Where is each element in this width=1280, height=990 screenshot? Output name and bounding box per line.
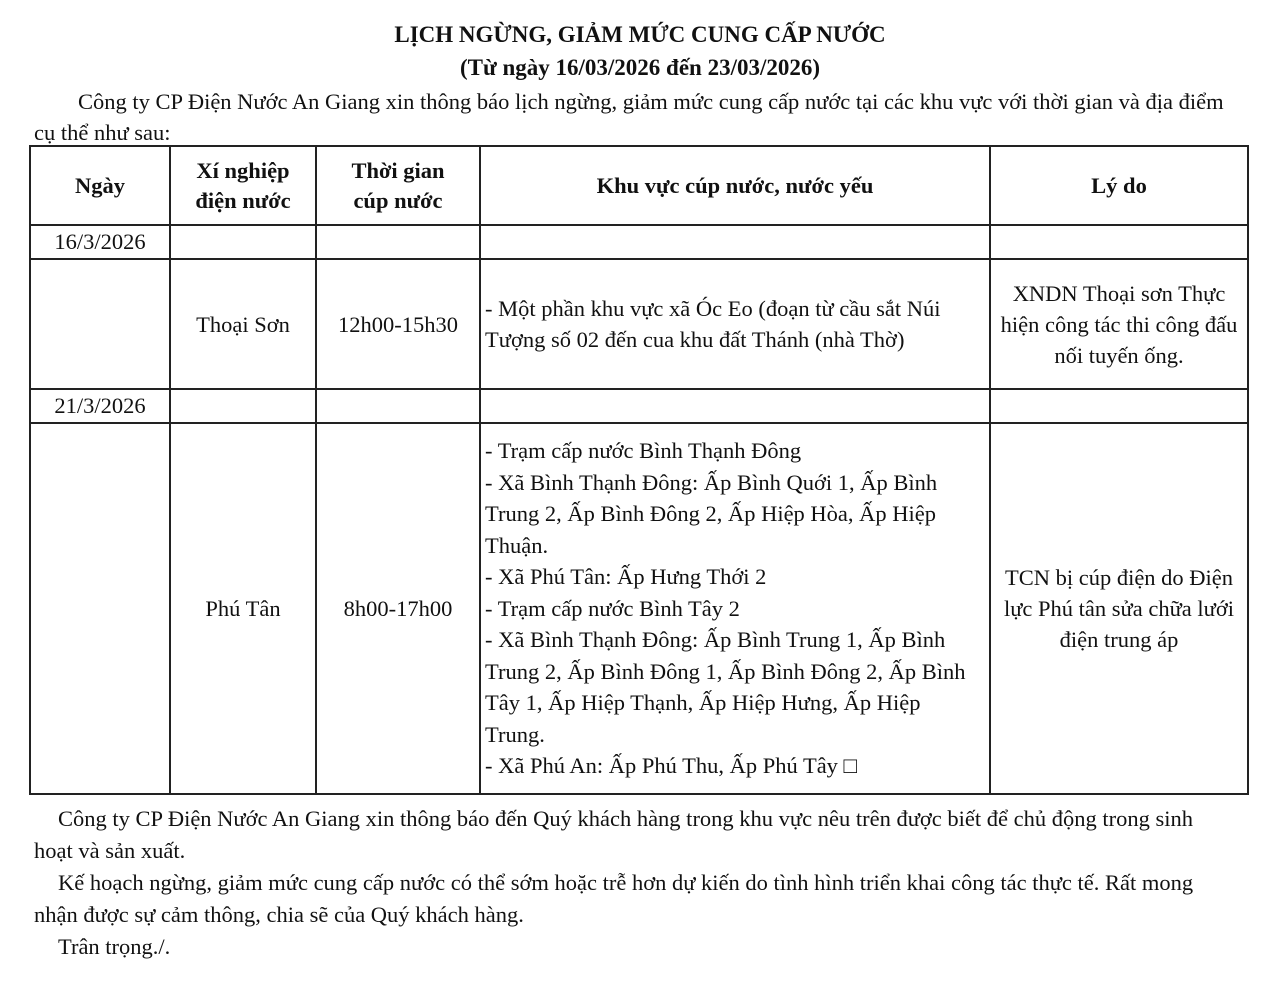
reason-cell: XNDN Thoại sơn Thực hiện công tác thi công đấu nối tuyến ống. xyxy=(990,259,1248,389)
empty-cell xyxy=(170,225,316,259)
enterprise-cell: Phú Tân xyxy=(170,423,316,794)
header-reason: Lý do xyxy=(990,146,1248,225)
header-time xyxy=(316,146,480,225)
header-time-line2: cúp nước xyxy=(353,187,443,213)
enterprise-cell: Thoại Sơn xyxy=(170,259,316,389)
closing-paragraph-1: Công ty CP Điện Nước An Giang xin thông báo đến Quý khách hàng trong khu vực nêu trên được biết để chủ động trong sinh hoạt và sản xuất. xyxy=(34,806,1193,863)
date-row xyxy=(30,389,1248,423)
header-enterprise-line2: điện nước xyxy=(195,187,291,213)
water-outage-schedule-table xyxy=(29,145,1249,795)
empty-cell xyxy=(990,225,1248,259)
area-line: - Xã Phú Tân: Ấp Hưng Thới 2 xyxy=(485,564,767,590)
document-subtitle: (Từ ngày 16/03/2026 đến 23/03/2026) xyxy=(459,55,821,80)
header-enterprise-line1: Xí nghiệp xyxy=(196,157,290,183)
time-cell: 12h00-15h30 xyxy=(316,259,480,389)
area-line: - Xã Bình Thạnh Đông: Ấp Bình Trung 1, Ấp Bình Trung 2, Ấp Bình Đông 1, Ấp Bình Đông 2, Ấp Bình Tây 1, Ấp Hiệp Thạnh, Ấp Hiệp Hưng, Ấp Hiệp Trung. xyxy=(485,627,966,747)
header-date: Ngày xyxy=(30,146,170,225)
empty-cell xyxy=(30,423,170,794)
area-line: - Trạm cấp nước Bình Thạnh Đông xyxy=(485,438,802,464)
area-cell xyxy=(480,259,990,389)
empty-cell xyxy=(316,225,480,259)
empty-cell xyxy=(30,259,170,389)
document-title: LỊCH NGỪNG, GIẢM MỨC CUNG CẤP NƯỚC xyxy=(394,22,886,47)
closing-paragraph-2: Kế hoạch ngừng, giảm mức cung cấp nước có thể sớm hoặc trễ hơn dự kiến do tình hình triển khai công tác thực tế. Rất mong nhận được sự cảm thông, chia sẽ của Quý khách hàng. xyxy=(34,870,1194,927)
empty-cell xyxy=(316,389,480,423)
area-line: - Xã Bình Thạnh Đông: Ấp Bình Quới 1, Ấp Bình Trung 2, Ấp Bình Đông 2, Ấp Hiệp Hòa, Ấp Hiệp Thuận. xyxy=(485,469,938,558)
date-row xyxy=(30,225,1248,259)
empty-cell xyxy=(480,389,990,423)
empty-cell xyxy=(990,389,1248,423)
area-cell xyxy=(480,423,990,794)
empty-cell xyxy=(480,225,990,259)
header-time-line1: Thời gian xyxy=(351,157,445,183)
area-line: - Một phần khu vực xã Óc Eo (đoạn từ cầu sắt Núi Tượng số 02 đến cua khu đất Thánh (nhà Thờ) xyxy=(485,295,941,352)
area-line: - Trạm cấp nước Bình Tây 2 xyxy=(485,595,740,621)
intro-paragraph: Công ty CP Điện Nước An Giang xin thông báo lịch ngừng, giảm mức cung cấp nước tại các khu vực với thời gian và địa điểm cụ thể như sau: xyxy=(34,89,1224,145)
reason-cell: TCN bị cúp điện do Điện lực Phú tân sửa chữa lưới điện trung áp xyxy=(990,423,1248,794)
table-header-row xyxy=(30,146,1248,225)
table-row xyxy=(30,423,1248,794)
empty-cell xyxy=(170,389,316,423)
time-cell: 8h00-17h00 xyxy=(316,423,480,794)
closing-regards: Trân trọng./. xyxy=(58,934,171,959)
area-line: - Xã Phú An: Ấp Phú Thu, Ấp Phú Tây □ xyxy=(485,753,858,779)
date-cell: 16/3/2026 xyxy=(30,225,170,259)
header-enterprise xyxy=(170,146,316,225)
table-row xyxy=(30,259,1248,389)
date-cell: 21/3/2026 xyxy=(30,389,170,423)
header-area: Khu vực cúp nước, nước yếu xyxy=(480,146,990,225)
